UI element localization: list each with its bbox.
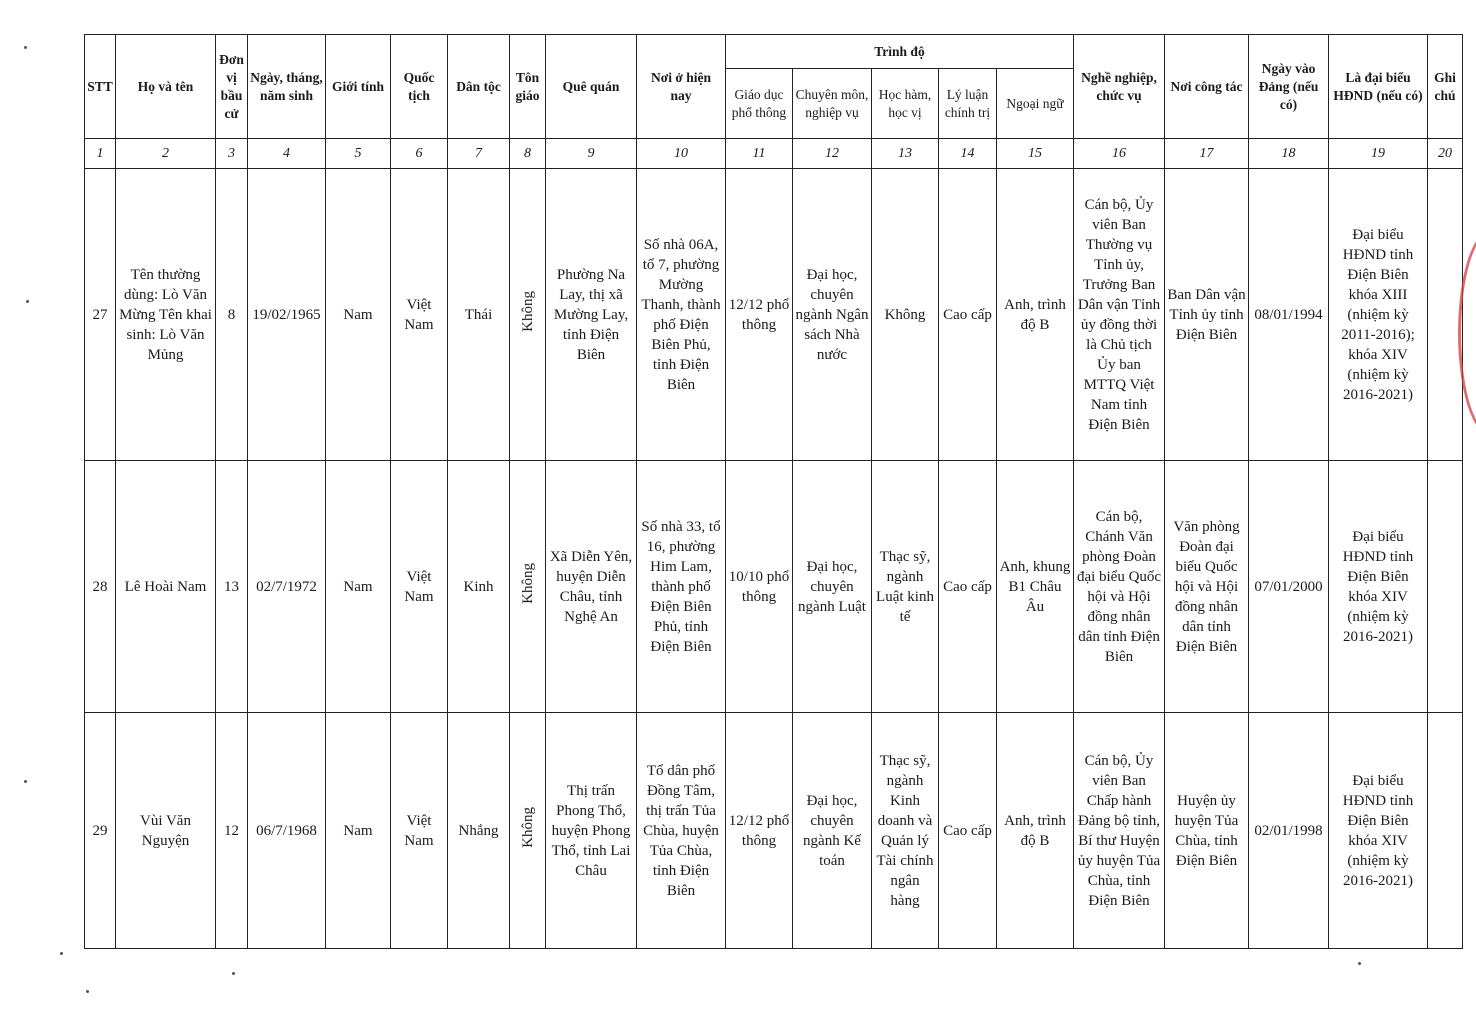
cell-quoc-tich: Việt Nam xyxy=(391,461,448,713)
cell-ngay-sinh: 06/7/1968 xyxy=(248,713,326,949)
header-trinh-do: Trình độ xyxy=(726,35,1074,69)
column-number: 5 xyxy=(326,139,391,169)
table-row xyxy=(85,169,1463,461)
table-row xyxy=(85,461,1463,713)
header-que-quan: Quê quán xyxy=(546,35,637,139)
scan-dot xyxy=(86,990,89,993)
header-giao-duc: Giáo dục phổ thông xyxy=(726,69,793,139)
cell-quoc-tich: Việt Nam xyxy=(391,713,448,949)
cell-don-vi: 8 xyxy=(216,169,248,461)
header-ho-ten: Họ và tên xyxy=(116,35,216,139)
cell-chuyen-mon: Đại học, chuyên ngành Kế toán xyxy=(793,713,872,949)
header-stt: STT xyxy=(85,35,116,139)
cell-ton-giao xyxy=(510,713,546,949)
cell-giao-duc: 12/12 phổ thông xyxy=(726,713,793,949)
cell-dan-toc: Thái xyxy=(448,169,510,461)
column-number: 18 xyxy=(1249,139,1329,169)
cell-noi-o: Tổ dân phố Đồng Tâm, thị trấn Tủa Chùa, huyện Tủa Chùa, tỉnh Điện Biên xyxy=(637,713,726,949)
header-ton-giao: Tôn giáo xyxy=(510,35,546,139)
cell-nghe-nghiep: Cán bộ, Ủy viên Ban Thường vụ Tỉnh ủy, Trưởng Ban Dân vận Tỉnh ủy đồng thời là Chủ tịch Ủy ban MTTQ Việt Nam tỉnh Điện Biên xyxy=(1074,169,1165,461)
header-noi-cong-tac: Nơi công tác xyxy=(1165,35,1249,139)
cell-gioi-tinh: Nam xyxy=(326,713,391,949)
cell-chuyen-mon: Đại học, chuyên ngành Luật xyxy=(793,461,872,713)
cell-don-vi: 13 xyxy=(216,461,248,713)
cell-ngay-sinh: 19/02/1965 xyxy=(248,169,326,461)
header-noi-o: Nơi ở hiện nay xyxy=(637,35,726,139)
cell-ngay-vao-dang: 07/01/2000 xyxy=(1249,461,1329,713)
scan-dot xyxy=(24,46,27,49)
cell-nghe-nghiep: Cán bộ, Chánh Văn phòng Đoàn đại biểu Quốc hội và Hội đồng nhân dân tỉnh Điện Biên xyxy=(1074,461,1165,713)
column-number: 8 xyxy=(510,139,546,169)
column-number: 16 xyxy=(1074,139,1165,169)
header-dan-toc: Dân tộc xyxy=(448,35,510,139)
cell-ho-ten: Tên thường dùng: Lò Văn Mừng Tên khai sinh: Lò Văn Mủng xyxy=(116,169,216,461)
ton-giao-text: Không xyxy=(519,807,536,848)
cell-ngay-vao-dang: 02/01/1998 xyxy=(1249,713,1329,949)
scan-dot xyxy=(232,972,235,975)
column-number: 3 xyxy=(216,139,248,169)
cell-don-vi: 12 xyxy=(216,713,248,949)
cell-gioi-tinh: Nam xyxy=(326,169,391,461)
cell-noi-cong-tac: Huyện ủy huyện Tủa Chùa, tỉnh Điện Biên xyxy=(1165,713,1249,949)
column-number: 13 xyxy=(872,139,939,169)
cell-ngay-vao-dang: 08/01/1994 xyxy=(1249,169,1329,461)
ton-giao-text: Không xyxy=(519,563,536,604)
header-ngay-vao-dang: Ngày vào Đảng (nếu có) xyxy=(1249,35,1329,139)
header-quoc-tich: Quốc tịch xyxy=(391,35,448,139)
column-number: 6 xyxy=(391,139,448,169)
header-dai-bieu: Là đại biểu HĐND (nếu có) xyxy=(1329,35,1428,139)
header-don-vi: Đơn vị bầu cử xyxy=(216,35,248,139)
cell-que-quan: Xã Diễn Yên, huyện Diễn Châu, tỉnh Nghệ An xyxy=(546,461,637,713)
column-number: 11 xyxy=(726,139,793,169)
header-gioi-tinh: Giới tính xyxy=(326,35,391,139)
cell-ton-giao xyxy=(510,461,546,713)
cell-ngoai-ngu: Anh, trình độ B xyxy=(997,169,1074,461)
cell-giao-duc: 12/12 phổ thông xyxy=(726,169,793,461)
header-hoc-ham: Học hàm, học vị xyxy=(872,69,939,139)
cell-stt: 28 xyxy=(85,461,116,713)
cell-que-quan: Phường Na Lay, thị xã Mường Lay, tỉnh Điện Biên xyxy=(546,169,637,461)
cell-dai-bieu: Đại biểu HĐND tỉnh Điện Biên khóa XIV (nhiệm kỳ 2016-2021) xyxy=(1329,713,1428,949)
cell-dan-toc: Nhắng xyxy=(448,713,510,949)
scan-dot xyxy=(1358,962,1361,965)
table-row xyxy=(85,713,1463,949)
cell-noi-cong-tac: Ban Dân vận Tỉnh ủy tỉnh Điện Biên xyxy=(1165,169,1249,461)
cell-ho-ten: Vùi Văn Nguyện xyxy=(116,713,216,949)
column-number: 10 xyxy=(637,139,726,169)
header-chuyen-mon: Chuyên môn, nghiệp vụ xyxy=(793,69,872,139)
cell-nghe-nghiep: Cán bộ, Ủy viên Ban Chấp hành Đảng bộ tỉnh, Bí thư Huyện ủy huyện Tủa Chùa, tỉnh Điện Biên xyxy=(1074,713,1165,949)
scan-dot xyxy=(26,300,29,303)
column-number: 7 xyxy=(448,139,510,169)
column-number: 15 xyxy=(997,139,1074,169)
scan-dot xyxy=(60,952,63,955)
column-number: 20 xyxy=(1428,139,1463,169)
column-number: 19 xyxy=(1329,139,1428,169)
cell-ghi-chu xyxy=(1428,713,1463,949)
column-number: 4 xyxy=(248,139,326,169)
column-number: 1 xyxy=(85,139,116,169)
cell-noi-o: Số nhà 33, tổ 16, phường Him Lam, thành phố Điện Biên Phủ, tỉnh Điện Biên xyxy=(637,461,726,713)
scan-dot xyxy=(24,780,27,783)
cell-chuyen-mon: Đại học, chuyên ngành Ngân sách Nhà nước xyxy=(793,169,872,461)
header-nghe-nghiep: Nghề nghiệp, chức vụ xyxy=(1074,35,1165,139)
cell-dan-toc: Kinh xyxy=(448,461,510,713)
cell-hoc-ham: Thạc sỹ, ngành Luật kinh tế xyxy=(872,461,939,713)
cell-quoc-tich: Việt Nam xyxy=(391,169,448,461)
cell-ho-ten: Lê Hoài Nam xyxy=(116,461,216,713)
cell-ngay-sinh: 02/7/1972 xyxy=(248,461,326,713)
column-number: 9 xyxy=(546,139,637,169)
header-ly-luan: Lý luận chính trị xyxy=(939,69,997,139)
column-number: 17 xyxy=(1165,139,1249,169)
column-number: 14 xyxy=(939,139,997,169)
cell-que-quan: Thị trấn Phong Thổ, huyện Phong Thổ, tỉnh Lai Châu xyxy=(546,713,637,949)
candidate-table xyxy=(84,34,1463,949)
cell-ngoai-ngu: Anh, khung B1 Châu Âu xyxy=(997,461,1074,713)
candidate-table-sheet xyxy=(84,34,1463,949)
ton-giao-text: Không xyxy=(519,291,536,332)
cell-stt: 27 xyxy=(85,169,116,461)
cell-noi-cong-tac: Văn phòng Đoàn đại biểu Quốc hội và Hội đồng nhân dân tỉnh Điện Biên xyxy=(1165,461,1249,713)
cell-dai-bieu: Đại biểu HĐND tỉnh Điện Biên khóa XIV (nhiệm kỳ 2016-2021) xyxy=(1329,461,1428,713)
cell-ton-giao xyxy=(510,169,546,461)
header-ngoai-ngu: Ngoại ngữ xyxy=(997,69,1074,139)
column-number: 2 xyxy=(116,139,216,169)
cell-hoc-ham: Thạc sỹ, ngành Kinh doanh và Quản lý Tài chính ngân hàng xyxy=(872,713,939,949)
cell-gioi-tinh: Nam xyxy=(326,461,391,713)
column-number-row xyxy=(85,139,1463,169)
cell-noi-o: Số nhà 06A, tổ 7, phường Mường Thanh, thành phố Điện Biên Phủ, tỉnh Điện Biên xyxy=(637,169,726,461)
cell-ghi-chu xyxy=(1428,169,1463,461)
cell-ly-luan: Cao cấp xyxy=(939,461,997,713)
header-ngay-sinh: Ngày, tháng, năm sinh xyxy=(248,35,326,139)
column-number: 12 xyxy=(793,139,872,169)
cell-giao-duc: 10/10 phổ thông xyxy=(726,461,793,713)
cell-ly-luan: Cao cấp xyxy=(939,169,997,461)
header-ghi-chu: Ghi chú xyxy=(1428,35,1463,139)
cell-dai-bieu: Đại biểu HĐND tỉnh Điện Biên khóa XIII (nhiệm kỳ 2011-2016); khóa XIV (nhiệm kỳ 2016-2021) xyxy=(1329,169,1428,461)
cell-ly-luan: Cao cấp xyxy=(939,713,997,949)
cell-ngoai-ngu: Anh, trình độ B xyxy=(997,713,1074,949)
cell-hoc-ham: Không xyxy=(872,169,939,461)
cell-stt: 29 xyxy=(85,713,116,949)
cell-ghi-chu xyxy=(1428,461,1463,713)
